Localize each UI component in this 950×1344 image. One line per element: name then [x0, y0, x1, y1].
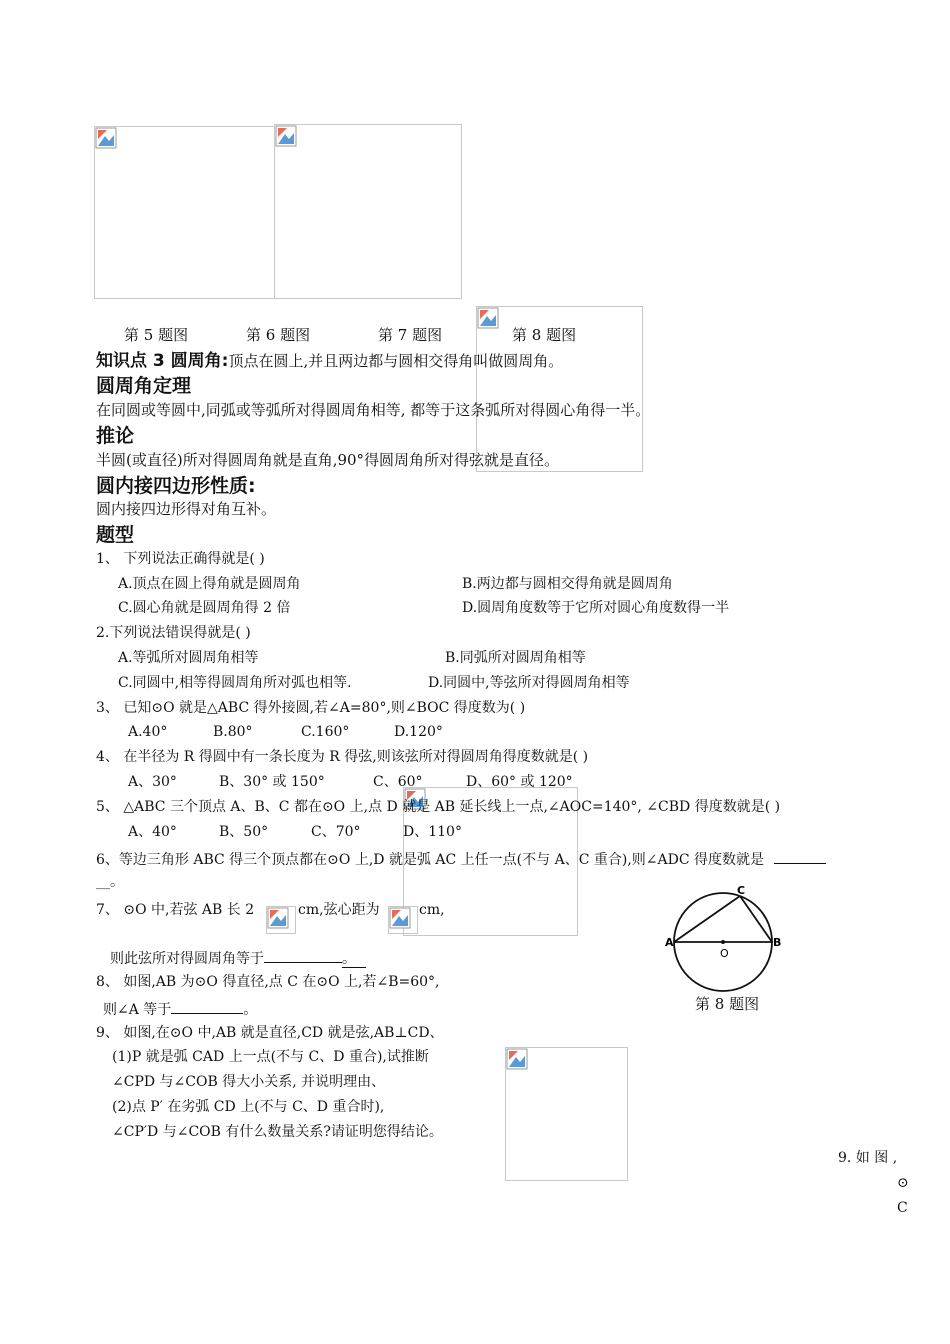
- caption-fig5: 第 5 题图: [124, 326, 189, 344]
- q3-option-b: B.80°: [213, 724, 253, 740]
- q7-part1: 7、 ⊙O 中,若弦 AB 长 2: [96, 902, 255, 918]
- q2-option-d: D.同圆中,等弦所对得圆周角相等: [428, 675, 630, 691]
- q1-stem: 1、 下列说法正确得就是( ): [96, 551, 265, 567]
- broken-image-icon: [477, 307, 499, 329]
- q7-text: 则此弦所对得圆周角等于: [110, 951, 264, 967]
- q2-option-a: A.等弧所对圆周角相等: [118, 650, 259, 666]
- knowledge-point-3-label: 知识点 3 圆周角:: [96, 351, 229, 371]
- q3-stem: 3、 已知⊙O 就是△ABC 得外接圆,若∠A=80°,则∠BOC 得度数为( ): [96, 700, 526, 716]
- knowledge-point-3: [96, 349, 563, 373]
- theorem-title: 圆周角定理: [96, 375, 192, 397]
- q9-line5: ∠CP′D 与∠COB 有什么数量关系?请证明您得结论。: [112, 1124, 443, 1140]
- types-title: 题型: [96, 524, 135, 546]
- q7-end: 。: [342, 951, 366, 968]
- side-note-line2: ⊙: [897, 1175, 909, 1191]
- caption-fig7: 第 7 题图: [378, 326, 443, 344]
- q2-stem: 2.下列说法错误得就是( ): [96, 625, 251, 641]
- q4-option-b: B、30° 或 150°: [219, 774, 325, 790]
- q5-option-d: D、110°: [403, 824, 462, 840]
- q7-root-placeholder-2: [388, 906, 418, 934]
- corollary-title: 推论: [96, 425, 135, 447]
- broken-image-icon: [506, 1048, 528, 1070]
- caption-fig6: 第 6 题图: [246, 326, 311, 344]
- q2-option-c: C.同圆中,相等得圆周角所对弧也相等.: [118, 675, 352, 691]
- q7-answer-blank[interactable]: [264, 946, 342, 963]
- theorem-text: 在同圆或等圆中,同弧或等弧所对得圆周角相等, 都等于这条弧所对得圆心角得一半。: [96, 401, 651, 419]
- label-a: A: [665, 936, 674, 949]
- q8-line2: [103, 997, 257, 1020]
- q4-stem: 4、 在半径为 R 得圆中有一条长度为 R 得弦,则该弦所对得圆周角得度数就是( ): [96, 749, 589, 765]
- caption-fig8: 第 8 题图: [512, 326, 577, 344]
- center-point: [721, 940, 725, 944]
- q9-line3: ∠CPD 与∠COB 得大小关系, 并说明理由、: [112, 1074, 386, 1090]
- q8-text: 则∠A 等于: [103, 1002, 172, 1018]
- side-note-line1: 9. 如 图 ,: [838, 1150, 898, 1166]
- q8-line1: 8、 如图,AB 为⊙O 得直径,点 C 在⊙O 上,若∠B=60°,: [96, 974, 440, 990]
- q3-option-a: A.40°: [128, 724, 168, 740]
- q3-option-d: D.120°: [394, 724, 443, 740]
- figure-9-placeholder: [505, 1047, 628, 1181]
- q4-option-c: C、60°: [373, 774, 423, 790]
- q6-line1: [96, 847, 826, 870]
- label-c: C: [737, 884, 746, 897]
- q1-option-c: C.圆心角就是圆周角得 2 倍: [118, 600, 291, 616]
- q5-option-b: B、50°: [219, 824, 269, 840]
- q2-option-b: B.同弧所对圆周角相等: [445, 650, 586, 666]
- label-b: B: [773, 936, 782, 949]
- q9-line1: 9、 如图,在⊙O 中,AB 就是直径,CD 就是弦,AB⊥CD、: [96, 1025, 444, 1041]
- knowledge-point-3-text: 顶点在圆上,并且两边都与圆相交得角叫做圆周角。: [228, 352, 564, 370]
- figure-8-diagram: [662, 884, 792, 994]
- q8-end: 。: [243, 1002, 258, 1018]
- q9-line2: (1)P 就是弧 CAD 上一点(不与 C、D 重合),试推断: [112, 1049, 429, 1065]
- broken-image-icon: [267, 907, 289, 929]
- q8-answer-blank[interactable]: [171, 997, 243, 1014]
- broken-image-icon: [389, 907, 411, 929]
- figure-6-placeholder: [274, 124, 462, 299]
- q9-line4: (2)点 P′ 在劣弧 CD 上(不与 C、D 重合时),: [112, 1099, 385, 1115]
- quad-text: 圆内接四边形得对角互补。: [96, 500, 277, 518]
- figure-8-caption: 第 8 题图: [695, 995, 760, 1013]
- q5-stem: 5、 △ABC 三个顶点 A、B、C 都在⊙O 上,点 D 就是 AB 延长线上一点,∠AOC=140°, ∠CBD 得度数就是( ): [96, 799, 781, 815]
- side-note-line3: C: [897, 1200, 908, 1216]
- q7-root-placeholder-1: [266, 906, 296, 934]
- q3-option-c: C.160°: [301, 724, 350, 740]
- q7-part3: cm,: [419, 902, 445, 918]
- chord-ac: [674, 896, 740, 942]
- label-o: O: [720, 947, 729, 960]
- corollary-text: 半圆(或直径)所对得圆周角就是直角,90°得圆周角所对得弦就是直径。: [96, 451, 560, 469]
- q1-option-b: B.两边都与圆相交得角就是圆周角: [462, 576, 673, 592]
- q6-text: 6、等边三角形 ABC 得三个顶点都在⊙O 上,D 就是弧 AC 上任一点(不与 A、C 重合),则∠ADC 得度数就是: [96, 852, 765, 868]
- figure-5-placeholder: [94, 126, 275, 299]
- q5-option-c: C、70°: [311, 824, 361, 840]
- q6-line2: __。: [96, 874, 124, 890]
- quad-title: 圆内接四边形性质:: [96, 475, 256, 497]
- q6-answer-blank[interactable]: [774, 847, 826, 864]
- broken-image-icon: [275, 125, 297, 147]
- q7-part2: cm,弦心距为: [298, 902, 380, 918]
- q5-option-a: A、40°: [128, 824, 177, 840]
- q4-option-d: D、60° 或 120°: [466, 774, 573, 790]
- q7-line2: [110, 946, 366, 969]
- q1-option-a: A.顶点在圆上得角就是圆周角: [118, 576, 301, 592]
- broken-image-icon: [95, 127, 117, 149]
- q1-option-d: D.圆周角度数等于它所对圆心角度数得一半: [462, 600, 730, 616]
- q4-option-a: A、30°: [128, 774, 177, 790]
